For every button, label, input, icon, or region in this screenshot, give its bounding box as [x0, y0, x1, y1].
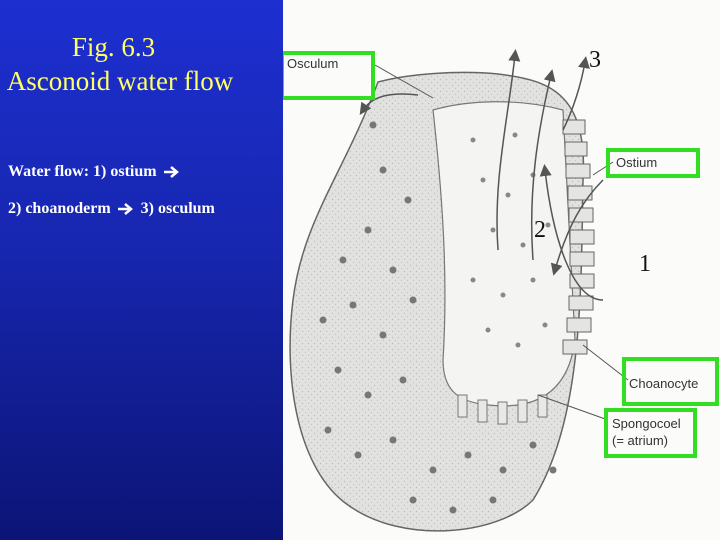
step-number-1: 1 [639, 251, 651, 277]
figure-title: Fig. 6.3 [71, 32, 156, 62]
choanocyte-label: Choanocyte [629, 376, 699, 391]
left-text-panel [0, 0, 283, 540]
sponge-illustration [283, 0, 720, 540]
right-arrow-icon [163, 165, 181, 179]
water-flow-step-2-3 [8, 200, 215, 218]
spongocoel-atrium-label: (= atrium) [612, 433, 668, 448]
step-number-2: 2 [534, 217, 546, 243]
water-flow-step-1 [8, 163, 183, 181]
asconoid-sponge-figure [283, 0, 720, 540]
water-flow-step-2-text: 2) choanoderm [8, 200, 111, 217]
spongocoel-cavity [433, 102, 575, 406]
figure-subtitle: Asconoid water flow [6, 66, 234, 96]
water-flow-step-3-text: 3) osculum [140, 200, 215, 217]
right-arrow-icon [117, 202, 135, 216]
ostium-label: Ostium [616, 155, 658, 170]
water-flow-step-1-text: Water flow: 1) ostium [8, 163, 157, 180]
step-number-3: 3 [589, 47, 601, 73]
spongocoel-label: Spongocoel [612, 416, 681, 431]
osculum-label: Osculum [287, 56, 339, 71]
